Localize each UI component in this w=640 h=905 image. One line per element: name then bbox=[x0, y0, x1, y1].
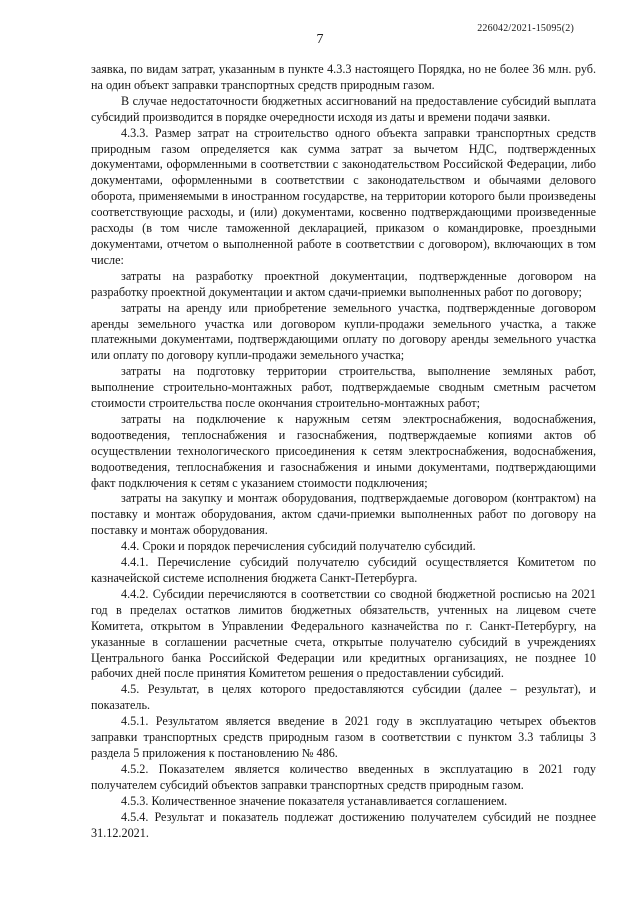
document-paragraph: заявка, по видам затрат, указанным в пункте 4.3.3 настоящего Порядка, но не более 36 млн. руб. на один объект заправки транспортных средств природным газом. bbox=[91, 62, 596, 92]
document-paragraph: 4.5.4. Результат и показатель подлежат достижению получателем субсидий не позднее 31.12.2021. bbox=[91, 809, 596, 840]
document-paragraph: 4.5.2. Показателем является количество введенных в эксплуатацию в 2021 году получателем субсидий объектов заправки транспортных средств природным газом. bbox=[91, 761, 596, 792]
document-paragraph: затраты на закупку и монтаж оборудования, подтверждаемые договором (контрактом) на поставку и монтаж оборудования, актом сдачи-приемки выполненных работ по договору на поставку и монтаж оборудования. bbox=[91, 491, 596, 538]
page-number: 7 bbox=[316, 32, 324, 47]
document-paragraph: затраты на подготовку территории строительства, выполнение земляных работ, выполнение строительно-монтажных работ, подтверждаемые сводным сметным расчетом стоимости строительства после окончания строительно-монтажных работ; bbox=[91, 364, 596, 411]
document-paragraph: 4.4. Сроки и порядок перечисления субсидий получателю субсидий. bbox=[121, 539, 476, 554]
document-paragraph: В случае недостаточности бюджетных ассигнований на предоставление субсидий выплата субсидий производится в порядке очередности исходя из даты и времени подачи заявки. bbox=[91, 93, 596, 124]
document-body bbox=[91, 62, 596, 841]
document-paragraph: затраты на аренду или приобретение земельного участка, подтвержденные договором аренды земельного участка или договором купли-продажи земельного участка, а также платежными документами, подтверждающими оплату по договору аренды земельного участка или оплату по договору купли-продажи земельного участка; bbox=[91, 300, 596, 363]
document-paragraph: 4.3.3. Размер затрат на строительство одного объекта заправки транспортных средств природным газом определяется как сумма затрат за вычетом НДС, подтвержденных документами, оформленными в соответствии с законодательством Российской Федерации, либо документами, оформленными в соответствии с законодательством и обычаями делового оборота, применяемыми в иностранном государстве, на территории которого были произведены соответствующие расходы, и (или) документами, косвенно подтверждающими произведенные расходы (в том числе таможенной декларацией, приказом о командировке, проездными документами, отчетом о выполненной работе в соответствии с договором), включающих в том числе: bbox=[91, 125, 596, 267]
document-paragraph: 4.4.1. Перечисление субсидий получателю субсидий осуществляется Комитетом по казначейской системе исполнения бюджета Санкт-Петербурга. bbox=[91, 555, 596, 585]
document-paragraph: 4.5.1. Результатом является введение в 2021 году в эксплуатацию четырех объектов заправки транспортных средств природным газом в соответствии с пунктом 3.3 таблицы 3 раздела 5 приложения к постановлению № 486. bbox=[91, 714, 596, 760]
document-paragraph: затраты на разработку проектной документации, подтвержденные договором на разработку проектной документации и актом сдачи-приемки выполненных работ по договору; bbox=[91, 268, 596, 299]
document-paragraph: 4.5.3. Количественное значение показателя устанавливается соглашением. bbox=[121, 793, 508, 808]
document-paragraph: 4.5. Результат, в целях которого предоставляются субсидии (далее – результат), и показатель. bbox=[91, 682, 596, 713]
document-registration-code: 226042/2021-15095(2) bbox=[477, 23, 574, 34]
document-paragraph: затраты на подключение к наружным сетям электроснабжения, водоснабжения, водоотведения, теплоснабжения и газоснабжения, подтверждаемые копиями актов об осуществлении технологического присоединения к сетям электроснабжения, водоснабжения, водоотведения, теплоснабжения и газоснабжения и иными документами, подтверждающими факт подключения к сетям с указанием стоимости подключения; bbox=[91, 411, 596, 490]
document-paragraph: 4.4.2. Субсидии перечисляются в соответствии со сводной бюджетной росписью на 2021 год в пределах остатков лимитов бюджетных обязательств, учтенных на лицевом счете Комитета, открытом в Управлении Федерального казначейства по г. Санкт-Петербургу, на указанные в соглашении расчетные счета, открытые получателю субсидий в учреждениях Центрального банка Российской Федерации или кредитных организациях, не позднее 10 рабочих дней после принятия Комитетом решения о предоставлении субсидий. bbox=[91, 586, 596, 681]
